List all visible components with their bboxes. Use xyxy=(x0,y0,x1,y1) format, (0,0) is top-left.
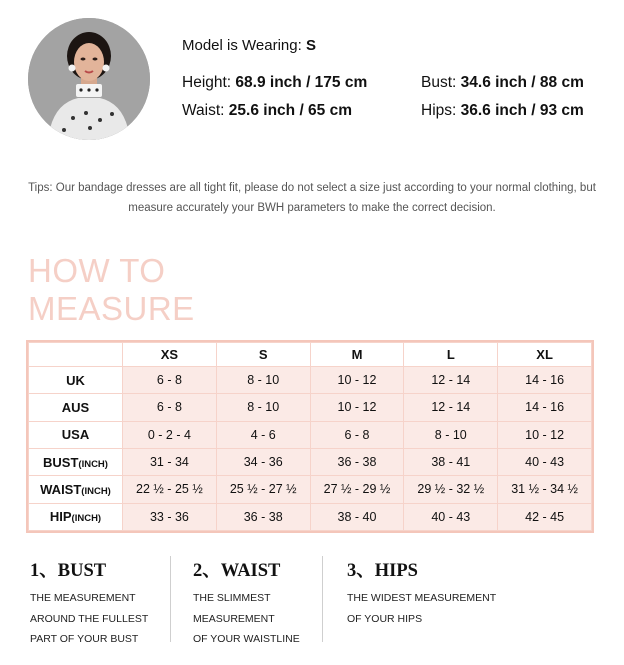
hips-label: Hips: xyxy=(421,102,461,119)
size-cell: 10 - 12 xyxy=(498,421,592,448)
size-cell: 33 - 36 xyxy=(123,503,217,530)
guide-line: OF YOUR WAISTLINE xyxy=(193,633,300,645)
waist-value: 25.6 inch / 65 cm xyxy=(228,102,353,119)
size-cell: 42 - 45 xyxy=(498,503,592,530)
size-cell: 40 - 43 xyxy=(498,448,592,475)
size-cell: 0 - 2 - 4 xyxy=(123,421,217,448)
size-cell: 10 - 12 xyxy=(310,394,404,421)
waist-guide-text xyxy=(193,588,300,650)
size-cell: 10 - 12 xyxy=(310,367,404,394)
fit-tips: Tips: Our bandage dresses are all tight fit, please do not select a size just according to your normal clothing, but measure accurately your BWH parameters to make the correct decision. xyxy=(28,182,596,214)
bust-label: Bust: xyxy=(421,74,461,91)
section-divider xyxy=(170,556,171,642)
corner-cell xyxy=(29,343,123,367)
hips-value: 36.6 inch / 93 cm xyxy=(460,102,584,119)
size-cell: 34 - 36 xyxy=(216,448,310,475)
how-to-measure-heading xyxy=(28,252,195,328)
guide-line: THE MEASUREMENT xyxy=(30,592,136,604)
size-cell: 38 - 41 xyxy=(404,448,498,475)
table-row xyxy=(29,448,592,475)
size-cell: 36 - 38 xyxy=(216,503,310,530)
waist-guide-title: 2、WAIST xyxy=(193,561,281,581)
size-cell: 38 - 40 xyxy=(310,503,404,530)
size-column-header: L xyxy=(404,343,498,367)
size-column-header: M xyxy=(310,343,404,367)
size-cell: 6 - 8 xyxy=(123,394,217,421)
size-cell: 31 ½ - 34 ½ xyxy=(498,476,592,503)
size-cell: 6 - 8 xyxy=(310,421,404,448)
table-row xyxy=(29,503,592,530)
hips-guide-title: 3、HIPS xyxy=(347,561,418,581)
size-cell: 36 - 38 xyxy=(310,448,404,475)
model-bust xyxy=(421,74,584,92)
table-row xyxy=(29,367,592,394)
guide-line: THE SLIMMEST xyxy=(193,592,271,604)
size-cell: 14 - 16 xyxy=(498,367,592,394)
size-cell: 12 - 14 xyxy=(404,394,498,421)
size-table xyxy=(28,342,592,531)
size-cell: 8 - 10 xyxy=(216,394,310,421)
waist-label: Waist: xyxy=(182,102,229,119)
bust-guide-title: 1、BUST xyxy=(30,561,107,581)
guide-line: AROUND THE FULLEST xyxy=(30,612,149,625)
model-wearing-label: Model is Wearing: xyxy=(182,37,306,54)
height-value: 68.9 inch / 175 cm xyxy=(235,74,368,91)
size-chart xyxy=(26,340,594,533)
size-cell: 14 - 16 xyxy=(498,394,592,421)
hips-guide xyxy=(347,556,496,629)
size-cell: 22 ½ - 25 ½ xyxy=(123,476,217,503)
row-label: WAIST(INCH) xyxy=(29,476,123,503)
height-label: Height: xyxy=(182,74,236,91)
size-cell: 27 ½ - 29 ½ xyxy=(310,476,404,503)
size-cell: 31 - 34 xyxy=(123,448,217,475)
guide-line: OF YOUR HIPS xyxy=(347,612,423,625)
bust-value: 34.6 inch / 88 cm xyxy=(460,74,584,91)
size-cell: 6 - 8 xyxy=(123,367,217,394)
size-cell: 4 - 6 xyxy=(216,421,310,448)
size-column-header: S xyxy=(216,343,310,367)
size-cell: 12 - 14 xyxy=(404,367,498,394)
size-cell: 29 ½ - 32 ½ xyxy=(404,476,498,503)
table-row xyxy=(29,394,592,421)
model-wearing xyxy=(182,37,316,54)
size-column-header: XL xyxy=(498,343,592,367)
waist-guide xyxy=(193,556,300,650)
model-waist xyxy=(182,102,352,120)
bust-guide xyxy=(30,556,148,650)
size-cell: 25 ½ - 27 ½ xyxy=(216,476,310,503)
size-cell: 8 - 10 xyxy=(216,367,310,394)
size-cell: 8 - 10 xyxy=(404,421,498,448)
row-label: BUST(INCH) xyxy=(29,448,123,475)
row-label: HIP(INCH) xyxy=(29,503,123,530)
hips-guide-text xyxy=(347,588,496,629)
model-photo xyxy=(28,18,150,140)
row-label: AUS xyxy=(29,394,123,421)
size-header-row xyxy=(29,343,592,367)
guide-line: MEASUREMENT xyxy=(193,612,275,625)
model-height xyxy=(182,74,367,92)
section-divider xyxy=(322,556,323,642)
size-column-header: XS xyxy=(123,343,217,367)
row-label: UK xyxy=(29,367,123,394)
bust-guide-text xyxy=(30,588,148,650)
row-label: USA xyxy=(29,421,123,448)
table-row xyxy=(29,421,592,448)
model-hips xyxy=(421,102,584,120)
model-portrait-icon xyxy=(28,18,150,140)
size-cell: 40 - 43 xyxy=(404,503,498,530)
model-wearing-size: S xyxy=(305,37,316,54)
heading-line-1: HOW TO xyxy=(28,252,166,289)
guide-line: THE WIDEST MEASUREMENT xyxy=(347,592,497,604)
guide-line: PART OF YOUR BUST xyxy=(30,633,139,645)
heading-line-2: MEASURE xyxy=(28,290,195,327)
table-row xyxy=(29,476,592,503)
